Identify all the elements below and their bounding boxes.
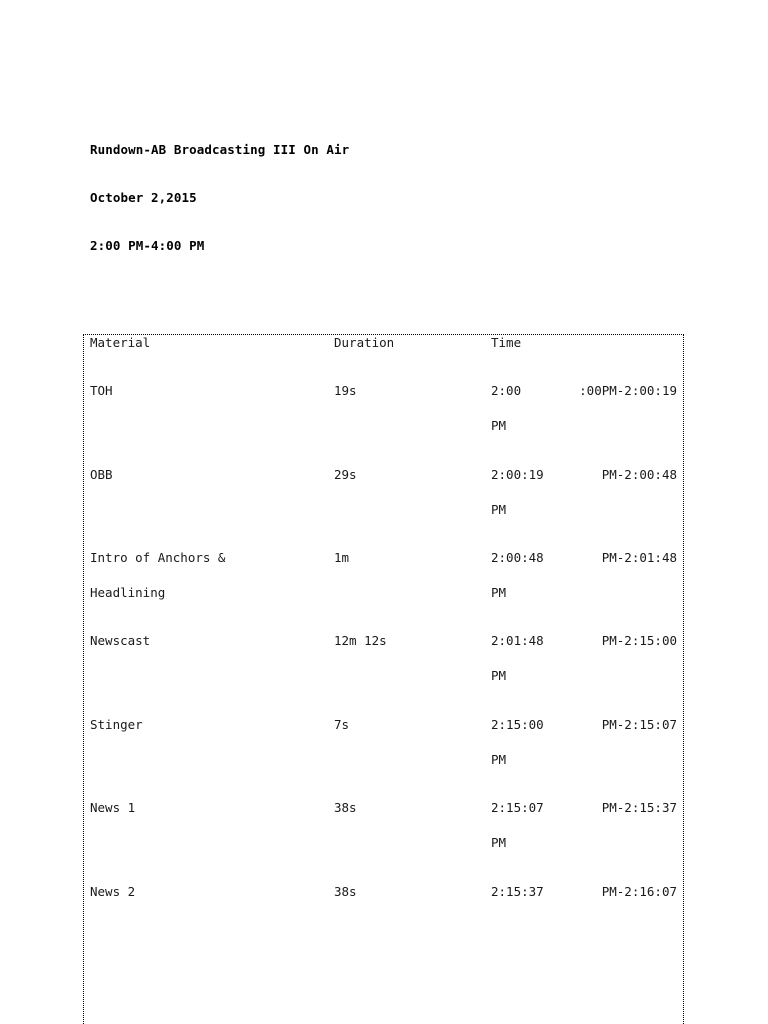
row-3-material: Intro of Anchors &	[90, 550, 226, 565]
row-1-time-start: 2:00	[491, 383, 522, 398]
row-2-material: OBB	[90, 467, 113, 482]
row-5-duration: 7s	[334, 717, 350, 732]
row-4-material: Newscast	[90, 633, 151, 648]
row-4-time-end: PM-2:15:00	[601, 633, 677, 648]
row-2-time-suffix: PM	[491, 502, 507, 517]
row-3-time-end: PM-2:01:48	[601, 550, 677, 565]
header-duration: Duration	[334, 335, 395, 350]
row-1-duration: 19s	[334, 383, 357, 398]
row-1-material: TOH	[90, 383, 113, 398]
row-6-time-end: PM-2:15:37	[601, 800, 677, 815]
header-material: Material	[90, 335, 151, 350]
row-5-time-end: PM-2:15:07	[601, 717, 677, 732]
row-5-time-suffix: PM	[491, 752, 507, 767]
row-2-duration: 29s	[334, 467, 357, 482]
row-6-material: News 1	[90, 800, 136, 815]
row-1-time-end: :00PM-2:00:19	[579, 383, 677, 398]
row-4-duration: 12m 12s	[334, 633, 387, 648]
row-2-time-end: PM-2:00:48	[601, 467, 677, 482]
row-3-duration: 1m	[334, 550, 350, 565]
row-7-duration: 38s	[334, 884, 357, 899]
row-1-time-suffix: PM	[491, 418, 507, 433]
row-5-time-start: 2:15:00	[491, 717, 544, 732]
row-6-time-start: 2:15:07	[491, 800, 544, 815]
row-3-material-line-2: Headlining	[90, 585, 166, 600]
rundown-table	[83, 334, 684, 1024]
document-title: Rundown-AB Broadcasting III On Air	[90, 142, 350, 157]
row-7-material: News 2	[90, 884, 136, 899]
row-4-time-start: 2:01:48	[491, 633, 544, 648]
row-7-time-end: PM-2:16:07	[601, 884, 677, 899]
document-time-slot: 2:00 PM-4:00 PM	[90, 238, 205, 253]
row-6-time-suffix: PM	[491, 835, 507, 850]
row-3-time-start: 2:00:48	[491, 550, 544, 565]
row-3-time-suffix: PM	[491, 585, 507, 600]
row-2-time-start: 2:00:19	[491, 467, 544, 482]
header-time: Time	[491, 335, 522, 350]
row-7-time-start: 2:15:37	[491, 884, 544, 899]
document-date: October 2,2015	[90, 190, 197, 205]
row-4-time-suffix: PM	[491, 668, 507, 683]
row-5-material: Stinger	[90, 717, 143, 732]
row-6-duration: 38s	[334, 800, 357, 815]
